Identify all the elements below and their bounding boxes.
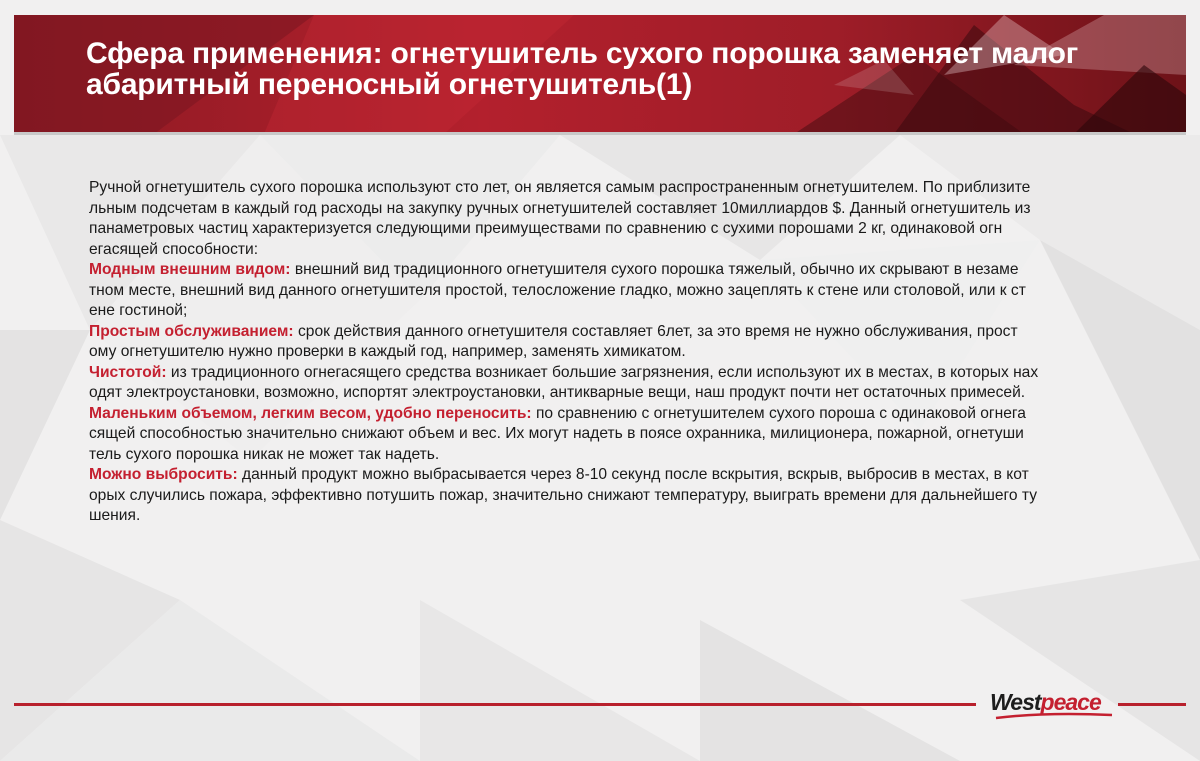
logo-text-peace: peace (1040, 689, 1101, 715)
content-area (89, 178, 1113, 527)
header-divider (14, 132, 1186, 135)
benefit-stylish-appearance (89, 260, 1113, 322)
footer-divider-right (1118, 703, 1186, 706)
benefit-throwable (89, 465, 1113, 527)
benefit-compact-lightweight (89, 404, 1113, 466)
benefit-text: срок действия данного огнетушителя составляет 6лет, за это время не нужно обслуживания, прост ому огнетушителю нужно проверки в каждый год, например, заменять химикатом. (89, 322, 1018, 360)
benefit-text: из традиционного огнегасящего средства возникает большие загрязнения, если используют их в местах, в которых нах одят электроустановки, возможно, испортят электроустановки, антикварные вещи, наш продукт почти нет остаточных примесей. (89, 363, 1039, 401)
benefit-title: Простым обслуживанием: (89, 322, 294, 340)
benefit-text: внешний вид традиционного огнетушителя сухого порошка тяжелый, обычно их скрывают в незаме тном месте, внешний вид данного огнетушителя простой, телосложение гладко, можно зацеплять к стене или столовой, или к ст ене гостиной; (89, 261, 1026, 319)
benefit-title: Чистотой: (89, 363, 167, 381)
benefit-title: Можно выбросить: (89, 466, 238, 483)
logo-text-west: West (990, 689, 1041, 715)
benefit-text: данный продукт можно выбрасывается через 8-10 секунд после вскрытия, вскрыв, выбросив в местах, в кот орых случились пожара, эффективно потушить пожар, значительно снижают температуру, выиграть времени для дальнейшего ту шения. (89, 466, 1037, 524)
benefit-simple-maintenance (89, 322, 1113, 363)
benefit-title: Модным внешним видом: (89, 261, 291, 278)
benefit-title: Маленьким объемом, легким весом, удобно переносить: (89, 404, 532, 422)
slide-title: Сфера применения: огнетушитель сухого порошка заменяет малог абаритный переносный огнетушитель(1) (86, 37, 1079, 101)
logo-swoosh-icon (994, 712, 1114, 722)
benefit-cleanliness (89, 363, 1113, 404)
footer-divider (14, 703, 976, 706)
benefit-text: по сравнению с огнетушителем сухого пороша с одинаковой огнега сящей способностью значительно снижают объем и вес. Их могут надеть в поясе охранника, милиционера, пожарной, огнетуши тель сухого порошка никак не может так надеть. (89, 404, 1026, 463)
intro-paragraph: Ручной огнетушитель сухого порошка используют сто лет, он является самым распространенным огнетушителем. По приблизите льным подсчетам в каждый год расходы на закупку ручных огнетушителей составляет 10миллиардов $. Данный огнетушитель из панаметровых частиц характеризуется следующими преимуществами по сравнению с сухими порошами 2 кг, одинаковой огн егасящей способности: (89, 179, 1031, 258)
